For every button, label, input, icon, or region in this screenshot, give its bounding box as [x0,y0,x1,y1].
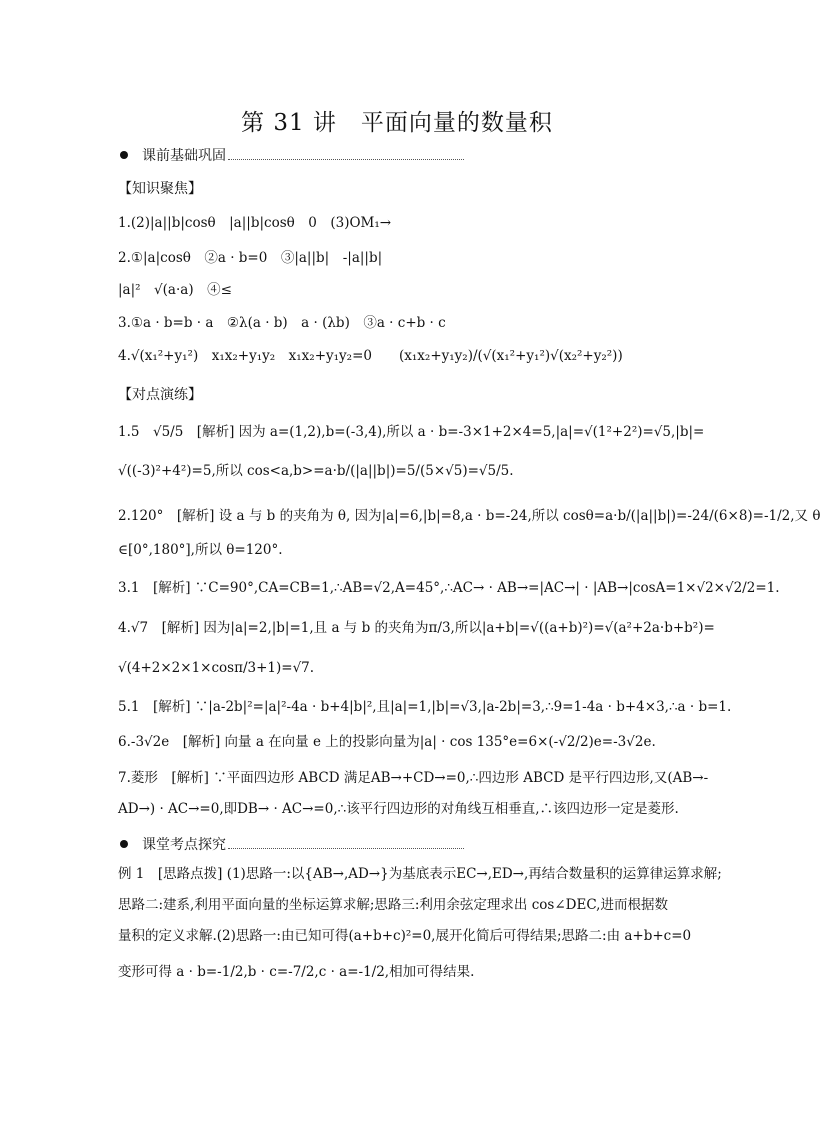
practice-line: 2.120° [解析] 设 a 与 b 的夹角为 θ, 因为|a|=6,|b|=8,a · b=-24,所以 cosθ=a·b/(|a||b|)=-24/(6×8)=-1/2,又 θ [118,508,820,524]
knowledge-line: 1.(2)|a||b|cosθ |a||b|cosθ 0 (3)OM₁→ [118,215,392,231]
practice-line: ∈[0°,180°],所以 θ=120°. [118,542,283,558]
practice-line: √((-3)²+4²)=5,所以 cos<a,b>=a·b/(|a||b|)=5/(5×√5)=√5/5. [118,463,514,479]
page-title: 第 31 讲 平面向量的数量积 [241,110,553,136]
practice-line: √(4+2×2×1×cosπ/3+1)=√7. [118,660,315,676]
example-line: 例 1 [思路点拨] (1)思路一:以{AB→,AD→}为基底表示EC→,ED→,再结合数量积的运算律运算求解; [118,866,722,882]
bullet-icon [120,840,128,848]
knowledge-line: 4.√(x₁²+y₁²) x₁x₂+y₁y₂ x₁x₂+y₁y₂=0 (x₁x₂+y₁y₂)/(√(x₁²+y₁²)√(x₂²+y₂²)) [118,348,623,364]
practice-line: 4.√7 [解析] 因为|a|=2,|b|=1,且 a 与 b 的夹角为π/3,所以|a+b|=√((a+b)²)=√(a²+2a·b+b²)= [118,620,715,636]
section-title: 课堂考点探究 [142,837,226,853]
bullet-icon [120,151,128,159]
practice-heading: 【对点演练】 [118,387,202,403]
practice-line: 3.1 [解析] ∵C=90°,CA=CB=1,∴AB=√2,A=45°,∴AC→ · AB→=|AC→| · |AB→|cosA=1×√2×√2/2=1. [118,580,780,596]
practice-line: 7.菱形 [解析] ∵平面四边形 ABCD 满足AB→+CD→=0,∴四边形 ABCD 是平行四边形,又(AB→- [118,770,709,786]
practice-line: 6.-3√2e [解析] 向量 a 在向量 e 上的投影向量为|a| · cos 135°e=6×(-√2/2)e=-3√2e. [118,734,656,750]
example-line: 变形可得 a · b=-1/2,b · c=-7/2,c · a=-1/2,相加可得结果. [118,964,475,980]
section-header-class [120,834,464,854]
knowledge-heading: 【知识聚焦】 [118,181,202,197]
knowledge-line: |a|² √(a·a) ④≤ [118,282,232,298]
example-line: 量积的定义求解.(2)思路一:由已知可得(a+b+c)²=0,展开化简后可得结果;思路二:由 a+b+c=0 [118,928,692,944]
practice-line: AD→) · AC→=0,即DB→ · AC→=0,∴该平行四边形的对角线互相垂直,∴该四边形一定是菱形. [118,801,679,817]
dotted-leader [228,151,464,160]
section-title: 课前基础巩固 [142,148,226,164]
knowledge-line: 2.①|a|cosθ ②a · b=0 ③|a||b| -|a||b| [118,250,383,266]
section-header-pre [120,145,464,165]
practice-line: 5.1 [解析] ∵|a-2b|²=|a|²-4a · b+4|b|²,且|a|=1,|b|=√3,|a-2b|=3,∴9=1-4a · b+4×3,∴a · b=1. [118,699,732,715]
practice-line: 1.5 √5/5 [解析] 因为 a=(1,2),b=(-3,4),所以 a · b=-3×1+2×4=5,|a|=√(1²+2²)=√5,|b|= [118,424,705,440]
knowledge-line: 3.①a · b=b · a ②λ(a · b) a · (λb) ③a · c+b · c [118,315,446,331]
dotted-leader [228,840,464,849]
example-line: 思路二:建系,利用平面向量的坐标运算求解;思路三:利用余弦定理求出 cos∠DEC,进而根据数 [118,897,668,913]
